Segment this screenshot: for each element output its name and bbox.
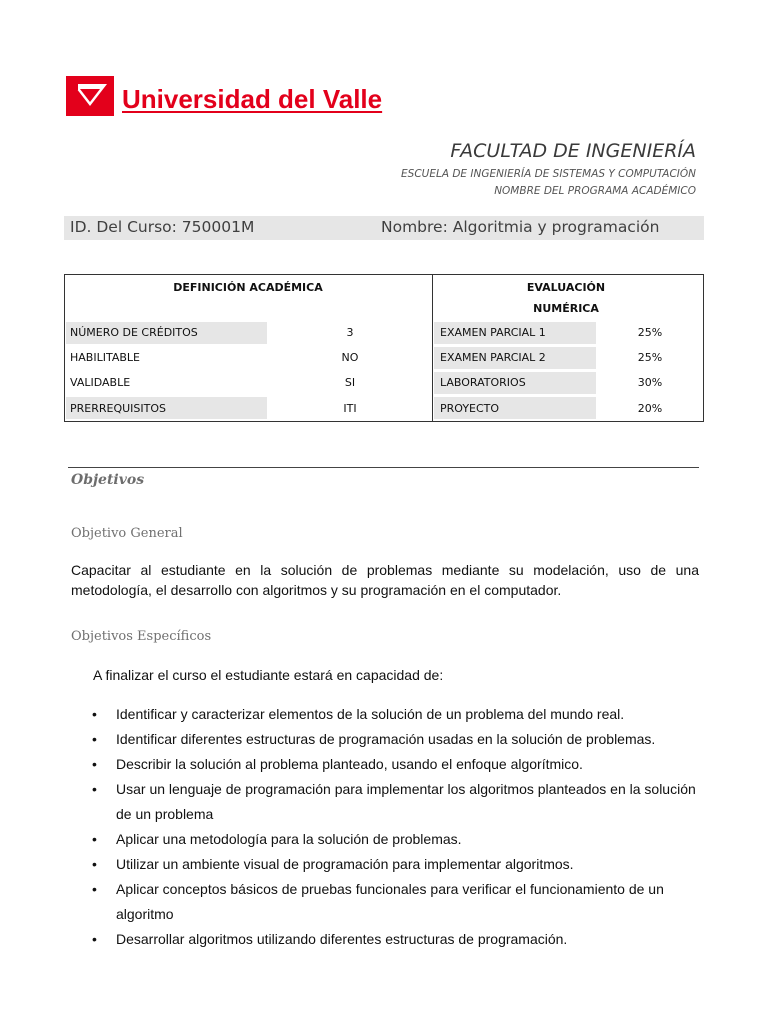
- specific-objectives-title: Objetivos Específicos: [71, 629, 212, 644]
- evaluation-value: 25%: [637, 326, 663, 339]
- evaluation-label: LABORATORIOS: [440, 376, 526, 389]
- definition-label: NÚMERO DE CRÉDITOS: [70, 326, 198, 339]
- university-logo-icon: [66, 76, 114, 116]
- list-item-text: Aplicar conceptos básicos de pruebas funcionales para verificar el funcionamiento de un algoritmo: [116, 881, 664, 922]
- definition-value: 3: [346, 326, 354, 339]
- bullet-icon: •: [92, 931, 97, 947]
- evaluation-label: EXAMEN PARCIAL 1: [440, 326, 546, 339]
- definition-header: DEFINICIÓN ACADÉMICA: [173, 281, 323, 294]
- list-item: [88, 727, 708, 752]
- general-objective-text: Capacitar al estudiante en la solución de problemas mediante su modelación, uso de una metodología, el desarrollo con algoritmos y su programación en el computador.: [71, 562, 699, 598]
- evaluation-value: 30%: [637, 376, 663, 389]
- list-item-text: Aplicar una metodología para la solución de problemas.: [116, 831, 462, 847]
- list-item-text: Usar un lenguaje de programación para implementar los algoritmos planteados en la solución de un problema: [116, 781, 696, 822]
- evaluation-label: PROYECTO: [440, 402, 500, 415]
- bullet-icon: •: [92, 881, 97, 897]
- course-id: ID. Del Curso: 750001M: [70, 218, 255, 236]
- list-item-text: Desarrollar algoritmos utilizando diferentes estructuras de programación.: [116, 931, 568, 947]
- table-divider: [432, 274, 433, 422]
- list-item: [88, 702, 708, 727]
- definition-value: SI: [344, 376, 356, 389]
- definition-label: VALIDABLE: [70, 376, 131, 389]
- list-item: [88, 877, 708, 927]
- course-name: Nombre: Algoritmia y programación: [381, 218, 660, 236]
- list-item-text: Describir la solución al problema planteado, usando el enfoque algorítmico.: [116, 756, 583, 772]
- evaluation-header-line2: NUMÉRICA: [533, 302, 599, 315]
- bullet-icon: •: [92, 706, 97, 722]
- bullet-icon: •: [92, 731, 97, 747]
- list-item: [88, 927, 708, 952]
- list-item: [88, 777, 708, 827]
- bullet-icon: •: [92, 831, 97, 847]
- list-item: [88, 852, 708, 877]
- evaluation-value: 25%: [637, 351, 663, 364]
- definition-value: ITI: [343, 402, 357, 415]
- definition-value: NO: [341, 351, 359, 364]
- objectives-title: Objetivos: [71, 472, 145, 488]
- bullet-icon: •: [92, 856, 97, 872]
- specific-objectives-list: [88, 702, 708, 952]
- university-name: Universidad del Valle: [122, 84, 383, 114]
- list-item-text: Identificar y caracterizar elementos de la solución de un problema del mundo real.: [116, 706, 625, 722]
- evaluation-header-line1: EVALUACIÓN: [526, 281, 606, 294]
- bullet-icon: •: [92, 756, 97, 772]
- list-item: [88, 827, 708, 852]
- definition-label: HABILITABLE: [70, 351, 140, 364]
- faculty-title: FACULTAD DE INGENIERÍA: [450, 140, 696, 162]
- program-name: NOMBRE DEL PROGRAMA ACADÉMICO: [494, 185, 696, 197]
- section-divider: [68, 467, 699, 468]
- list-item-text: Utilizar un ambiente visual de programación para implementar algoritmos.: [116, 856, 574, 872]
- school-name: ESCUELA DE INGENIERÍA DE SISTEMAS Y COMPUTACIÓN: [401, 168, 696, 180]
- bullet-icon: •: [92, 781, 97, 797]
- list-item-text: Identificar diferentes estructuras de programación usadas en la solución de problemas.: [116, 731, 656, 747]
- evaluation-label: EXAMEN PARCIAL 2: [440, 351, 546, 364]
- evaluation-value: 20%: [637, 402, 663, 415]
- definition-label: PRERREQUISITOS: [70, 402, 167, 415]
- specific-objectives-intro: A finalizar el curso el estudiante estará en capacidad de:: [93, 667, 444, 683]
- general-objective-title: Objetivo General: [71, 526, 183, 541]
- list-item: [88, 752, 708, 777]
